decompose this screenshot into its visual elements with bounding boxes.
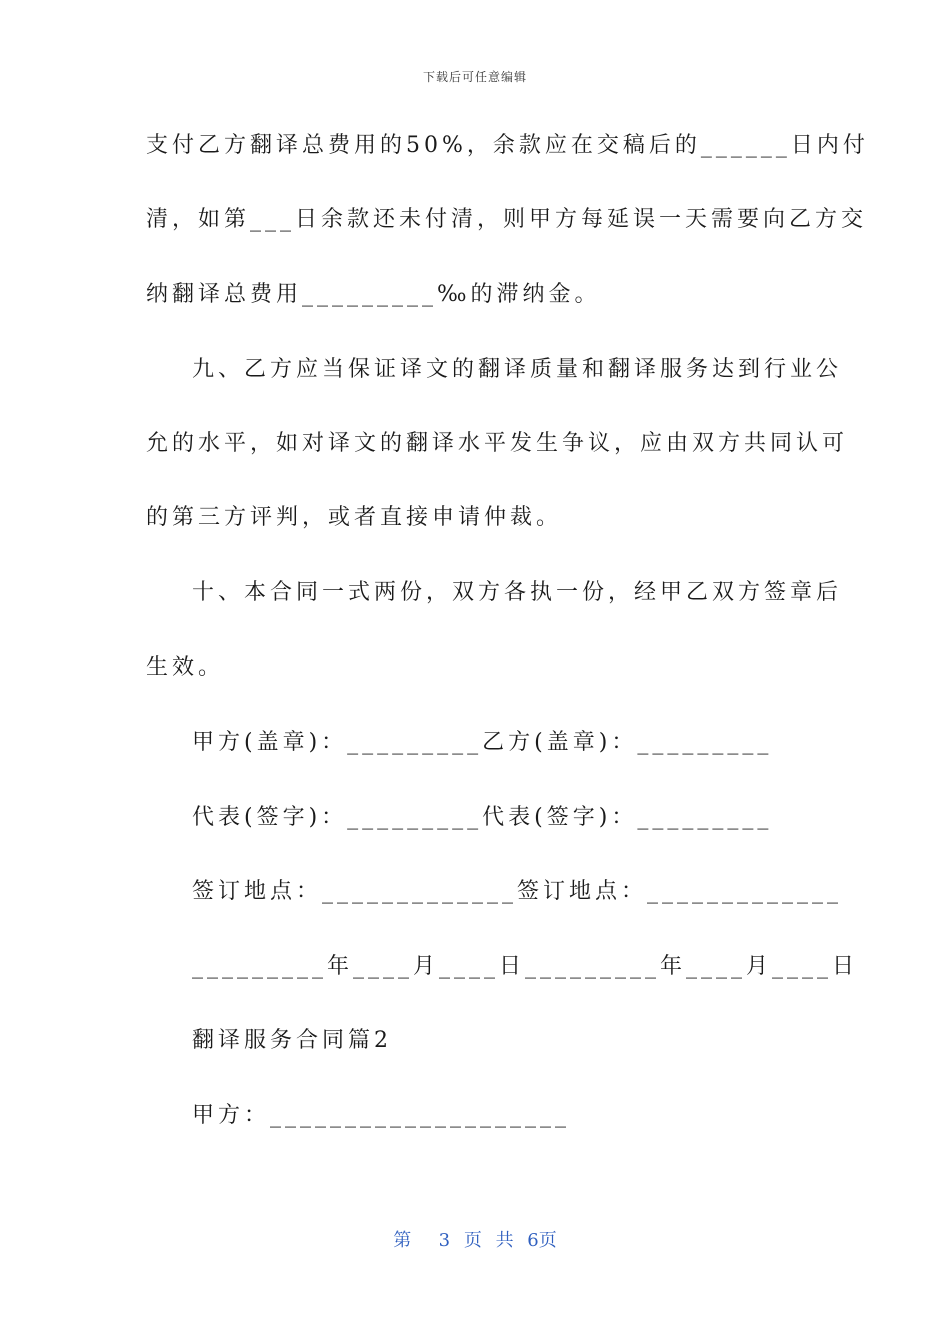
header-note: 下载后可任意编辑 xyxy=(422,70,527,84)
clause-nine-line-1: 九、乙方应当保证译文的翻译质量和翻译服务达到行业公 xyxy=(192,357,843,382)
paragraph-line-1: 支付乙方翻译总费用的50%，余款应在交稿后的______日内付 xyxy=(146,133,869,158)
page-number: 第 3 页 共 6页 xyxy=(393,1230,557,1251)
section-title: 翻译服务合同篇2 xyxy=(192,1028,392,1053)
clause-ten-line-2: 生效。 xyxy=(146,655,225,680)
signing-place-line: 签订地点：_____________签订地点：_____________ xyxy=(192,879,843,904)
party-a-line: 甲方：____________________ xyxy=(192,1103,571,1128)
clause-nine-line-2: 允的水平，如对译文的翻译水平发生争议，应由双方共同认可 xyxy=(146,431,849,456)
signature-representative-line: 代表(签字)：_________代表(签字)：_________ xyxy=(192,805,773,830)
paragraph-line-2: 清，如第___日余款还未付清，则甲方每延误一天需要向乙方交 xyxy=(146,207,868,232)
signature-seal-line: 甲方(盖章)：_________乙方(盖章)：_________ xyxy=(192,730,773,755)
paragraph-line-3: 纳翻译总费用_________‰的滞纳金。 xyxy=(146,282,601,307)
clause-ten-line-1: 十、本合同一式两份，双方各执一份，经甲乙双方签章后 xyxy=(192,580,843,605)
clause-nine-line-3: 的第三方评判，或者直接申请仲裁。 xyxy=(146,505,563,530)
signing-date-line: _________年____月____日_________年____月____日 xyxy=(192,954,859,979)
